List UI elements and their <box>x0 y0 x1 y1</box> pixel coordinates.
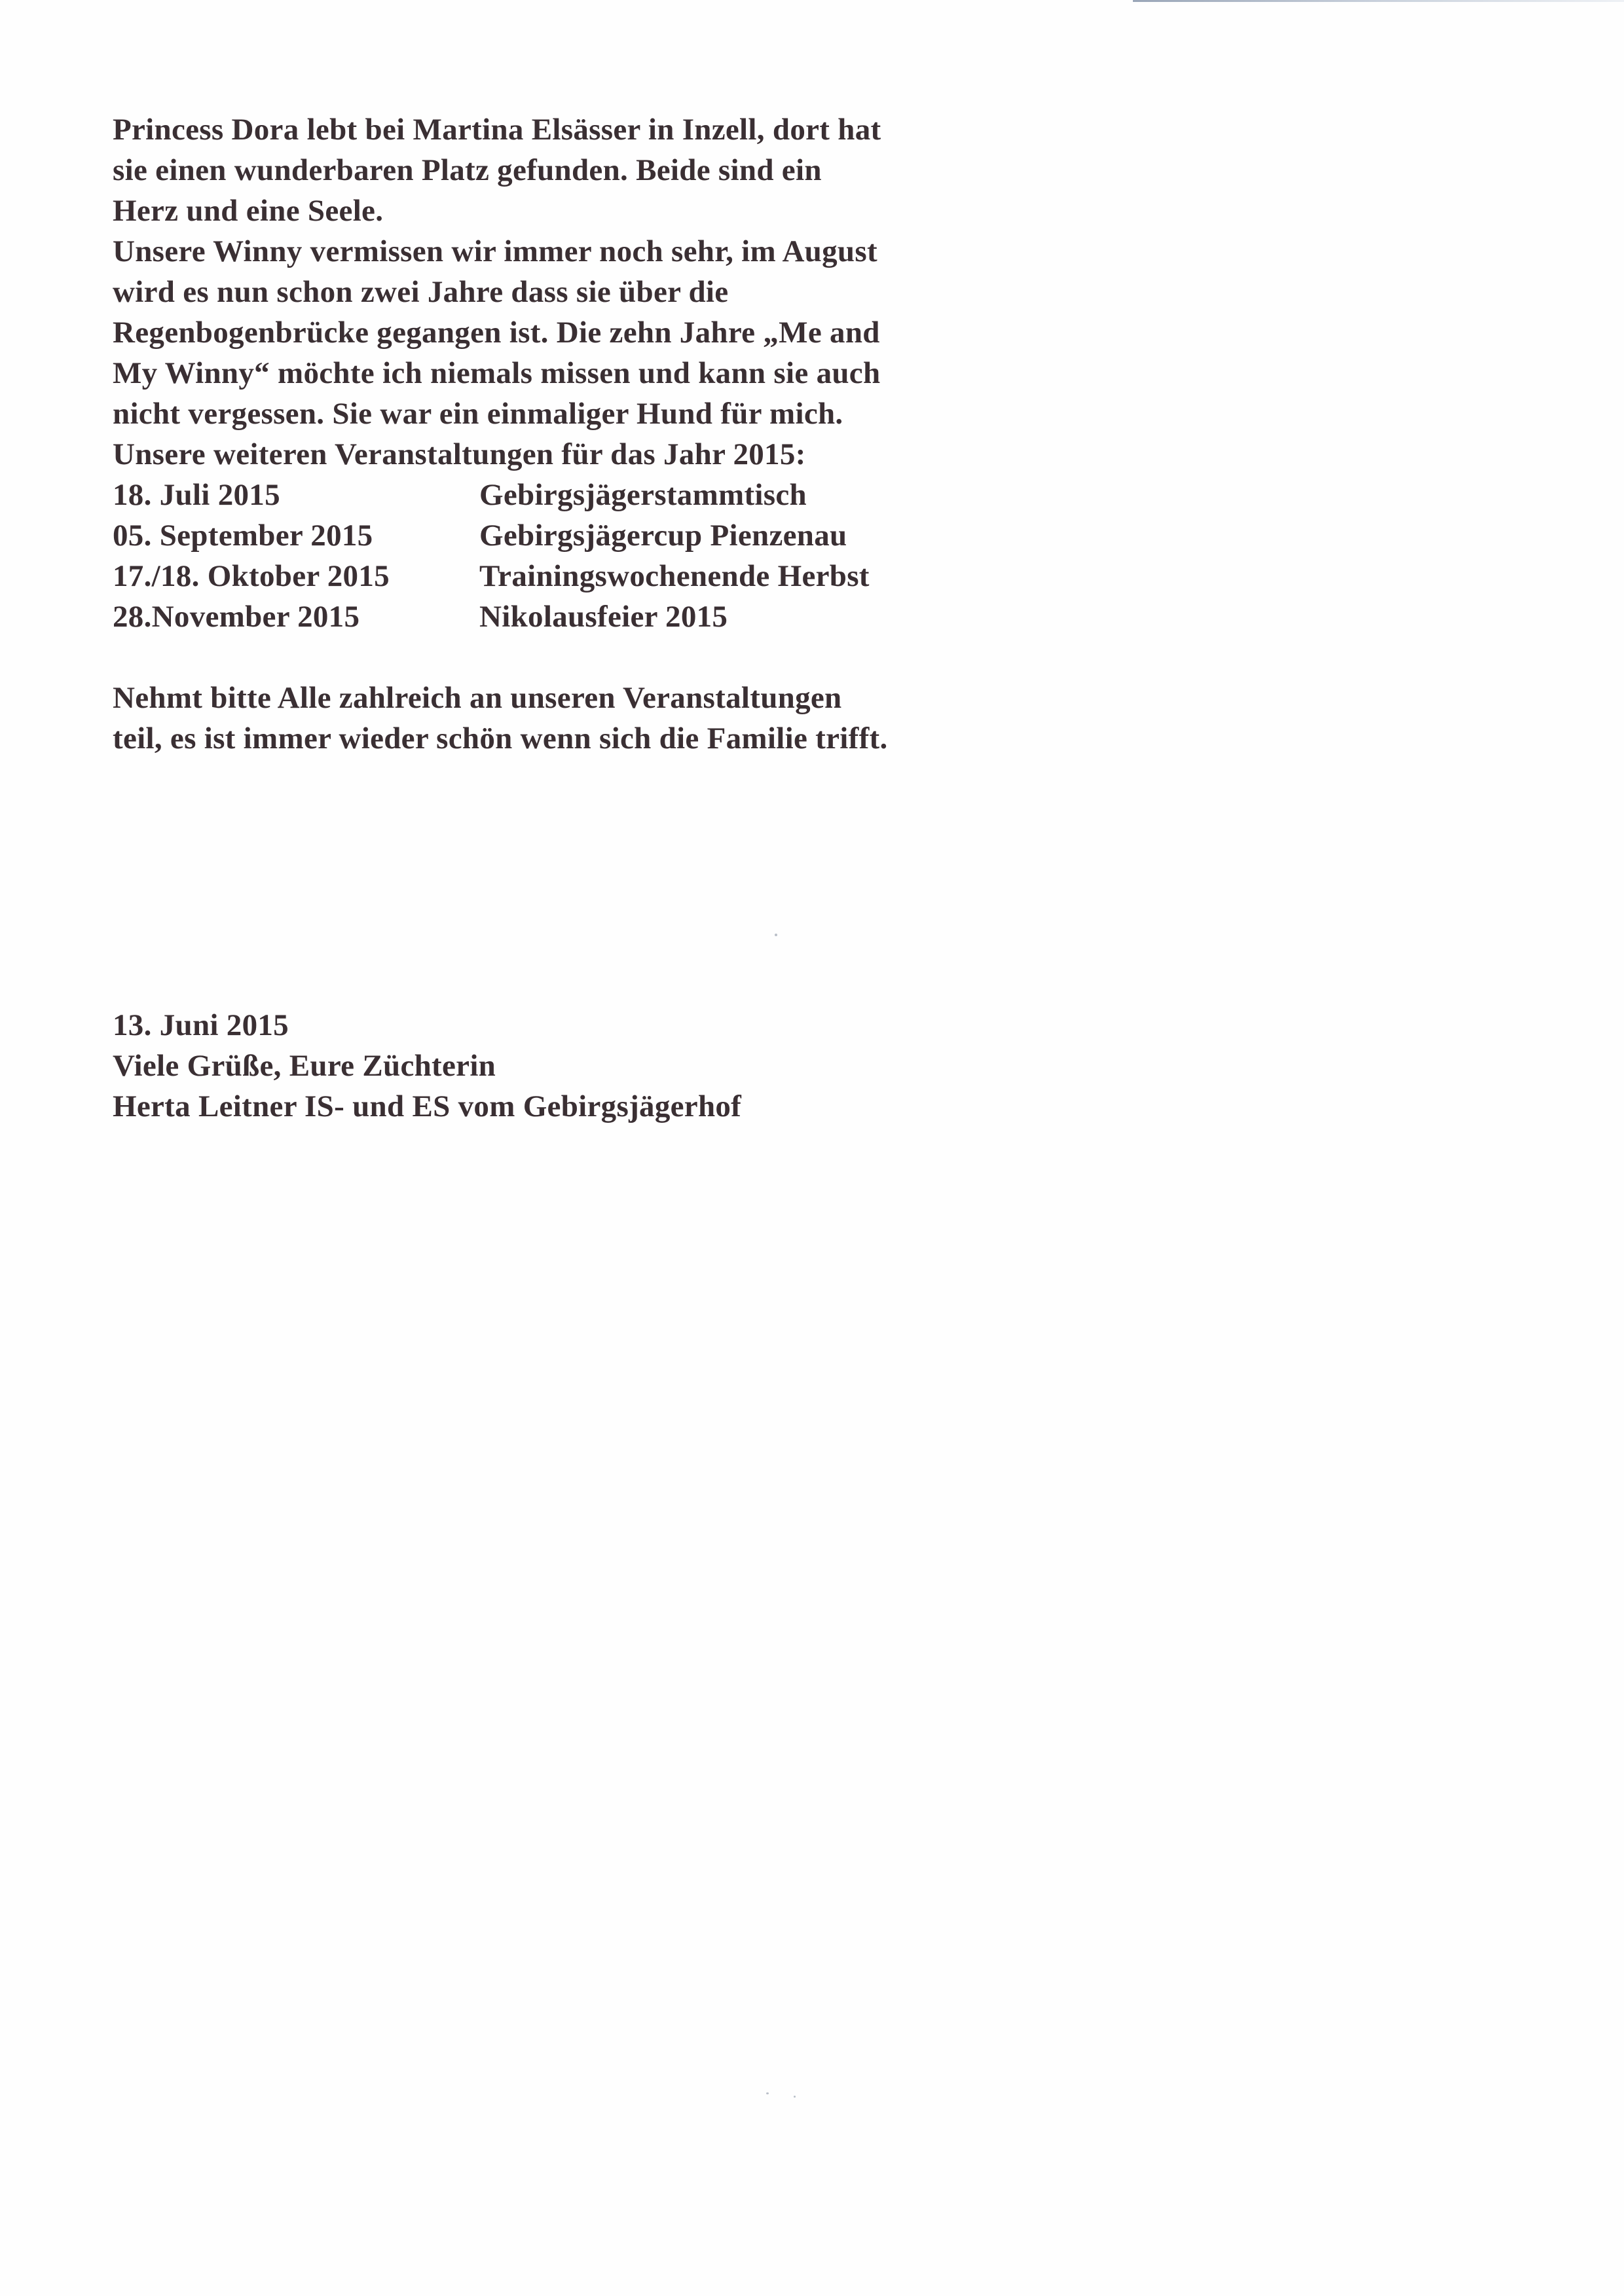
paragraph-invitation: Nehmt bitte Alle zahlreich an unseren Veranstaltungen teil, es ist immer wieder schön wenn sich die Familie trifft. <box>113 681 888 756</box>
event-item <box>113 556 1029 596</box>
event-date: 28.November 2015 <box>113 600 360 634</box>
scan-speck <box>794 2096 796 2098</box>
signature-block <box>113 1005 741 1127</box>
event-item <box>113 475 1029 515</box>
event-item <box>113 596 1029 637</box>
signature-greeting: Viele Grüße, Eure Züchterin <box>113 1049 496 1083</box>
event-date: 05. September 2015 <box>113 519 373 553</box>
event-name: Trainingswochenende Herbst <box>479 559 870 593</box>
event-date: 18. Juli 2015 <box>113 478 280 512</box>
paragraph-princess-dora: Princess Dora lebt bei Martina Elsässer in Inzell, dort hat sie einen wunderbaren Platz gefunden. Beide sind ein Herz und eine Seele. <box>113 113 881 228</box>
signature-name: Herta Leitner IS- und ES vom Gebirgsjägerhof <box>113 1089 742 1123</box>
events-list <box>113 475 1029 637</box>
scan-edge-line <box>1133 0 1624 2</box>
events-heading: Unsere weiteren Veranstaltungen für das Jahr 2015: <box>113 437 806 471</box>
scan-speck <box>766 2092 769 2094</box>
event-name: Gebirgsjägerstammtisch <box>479 478 807 512</box>
event-name: Nikolausfeier 2015 <box>479 600 728 634</box>
event-item <box>113 515 1029 556</box>
event-date: 17./18. Oktober 2015 <box>113 559 390 593</box>
paragraph-winny: Unsere Winny vermissen wir immer noch sehr, im August wird es nun schon zwei Jahre dass sie über die Regenbogenbrücke gegangen ist. Die zehn Jahre „Me and My Winny“ möchte ich niemals missen und kann sie auch nicht vergessen. Sie war ein einmaliger Hund für mich. <box>113 234 881 431</box>
scan-speck <box>775 934 777 936</box>
signature-date: 13. Juni 2015 <box>113 1008 289 1042</box>
event-name: Gebirgsjägercup Pienzenau <box>479 519 847 553</box>
letter-body <box>113 109 1029 759</box>
